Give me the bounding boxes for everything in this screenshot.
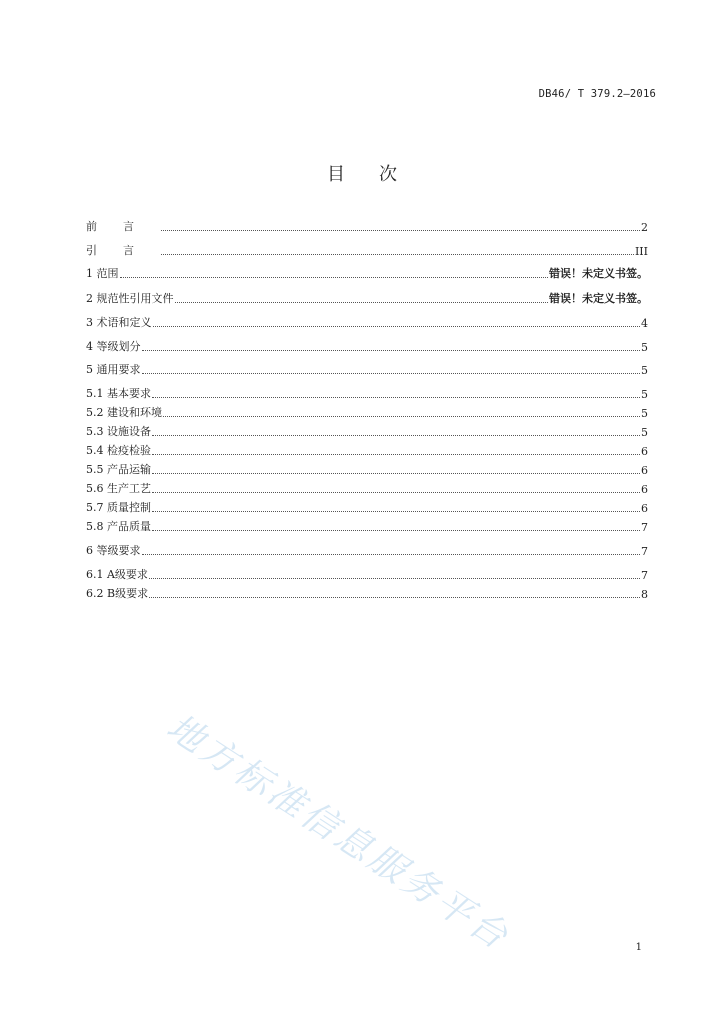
toc-entry-label: 引言 bbox=[86, 244, 160, 257]
toc-entry-label: 6.1 A级要求 bbox=[86, 568, 148, 581]
toc-entry-label: 5.6 生产工艺 bbox=[86, 482, 151, 495]
toc-leader-dots bbox=[152, 434, 640, 436]
toc-entry-page: 8 bbox=[641, 588, 648, 601]
toc-entry-5-6[interactable] bbox=[86, 480, 648, 496]
toc-leader-dots bbox=[152, 510, 640, 512]
toc-leader-dots bbox=[163, 415, 640, 417]
toc-entry-label: 4 等级划分 bbox=[86, 340, 141, 353]
toc-entry-foreword[interactable] bbox=[86, 218, 648, 234]
toc-entry-4[interactable] bbox=[86, 338, 648, 354]
toc-entry-label: 前言 bbox=[86, 220, 160, 233]
toc-leader-dots bbox=[152, 491, 640, 493]
toc-entry-5-2[interactable] bbox=[86, 404, 648, 420]
toc-leader-dots bbox=[152, 529, 640, 531]
toc-entry-page: 6 bbox=[641, 483, 648, 496]
toc-entry-page: 7 bbox=[641, 545, 648, 558]
toc-entry-page: 7 bbox=[641, 569, 648, 582]
toc-entry-3[interactable] bbox=[86, 314, 648, 330]
toc-entry-6-2[interactable] bbox=[86, 585, 648, 601]
toc-leader-dots bbox=[152, 472, 640, 474]
toc-entry-6-1[interactable] bbox=[86, 566, 648, 582]
toc-entry-label: 5.3 设施设备 bbox=[86, 425, 151, 438]
toc-entry-page: 6 bbox=[641, 502, 648, 515]
toc-entry-label: 1 范围 bbox=[86, 267, 119, 280]
toc-entry-5-4[interactable] bbox=[86, 442, 648, 458]
toc-leader-dots bbox=[142, 553, 641, 555]
toc-leader-dots bbox=[142, 372, 641, 374]
toc-leader-dots bbox=[161, 253, 634, 255]
toc-entry-label: 5.1 基本要求 bbox=[86, 387, 151, 400]
toc-entry-5-8[interactable] bbox=[86, 518, 648, 534]
toc-entry-2[interactable] bbox=[86, 290, 648, 306]
toc-entry-page: 5 bbox=[641, 388, 648, 401]
toc-entry-5-7[interactable] bbox=[86, 499, 648, 515]
toc-entry-page: 5 bbox=[641, 364, 648, 377]
toc-entry-1[interactable] bbox=[86, 265, 648, 281]
toc-entry-page: 6 bbox=[641, 464, 648, 477]
toc-leader-dots bbox=[152, 396, 640, 398]
toc-entry-page-error: 错误！未定义书签。 bbox=[549, 267, 648, 280]
toc-entry-page: 4 bbox=[641, 317, 648, 330]
toc-leader-dots bbox=[152, 453, 640, 455]
toc-entry-5-3[interactable] bbox=[86, 423, 648, 439]
toc-entry-introduction[interactable] bbox=[86, 242, 648, 258]
toc-leader-dots bbox=[120, 276, 549, 278]
toc-leader-dots bbox=[161, 229, 640, 231]
toc-entry-page: 6 bbox=[641, 445, 648, 458]
page-number: 1 bbox=[635, 942, 642, 953]
toc-entry-label: 6.2 B级要求 bbox=[86, 587, 149, 600]
toc-entry-6[interactable] bbox=[86, 542, 648, 558]
toc-entry-5-1[interactable] bbox=[86, 385, 648, 401]
toc-entry-label: 5.2 建设和环境 bbox=[86, 406, 162, 419]
toc-entry-label: 5.7 质量控制 bbox=[86, 501, 151, 514]
toc-entry-5-5[interactable] bbox=[86, 461, 648, 477]
toc-leader-dots bbox=[175, 301, 549, 303]
toc-leader-dots bbox=[149, 577, 640, 579]
toc-entry-label: 5.8 产品质量 bbox=[86, 520, 151, 533]
toc-leader-dots bbox=[149, 596, 640, 598]
toc-entry-label: 5 通用要求 bbox=[86, 363, 141, 376]
toc-entry-5[interactable] bbox=[86, 361, 648, 377]
document-code: DB46/ T 379.2—2016 bbox=[538, 88, 656, 100]
toc-entry-label: 6 等级要求 bbox=[86, 544, 141, 557]
toc-entry-page: III bbox=[634, 245, 648, 258]
page-title: 目次 bbox=[327, 164, 431, 185]
toc-leader-dots bbox=[153, 325, 641, 327]
toc-entry-label: 5.5 产品运输 bbox=[86, 463, 151, 476]
toc-entry-page-error: 错误！未定义书签。 bbox=[549, 292, 648, 305]
toc-entry-label: 2 规范性引用文件 bbox=[86, 292, 174, 305]
toc-leader-dots bbox=[142, 349, 641, 351]
watermark: 地方标准信息服务平台 bbox=[159, 706, 518, 959]
toc-entry-label: 5.4 检疫检验 bbox=[86, 444, 151, 457]
toc-entry-page: 7 bbox=[641, 521, 648, 534]
toc-entry-label: 3 术语和定义 bbox=[86, 316, 152, 329]
toc-entry-page: 5 bbox=[641, 341, 648, 354]
toc-entry-page: 2 bbox=[641, 221, 648, 234]
toc-entry-page: 5 bbox=[641, 426, 648, 439]
toc-entry-page: 5 bbox=[641, 407, 648, 420]
